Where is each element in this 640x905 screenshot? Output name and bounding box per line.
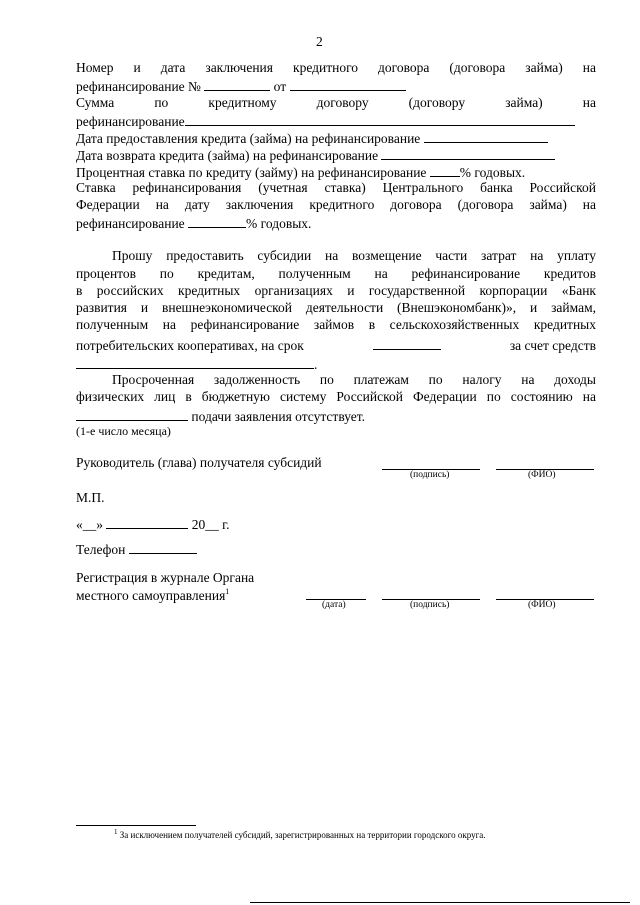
registration-line2 — [76, 587, 229, 604]
loan-amount-blank — [185, 112, 575, 126]
interest-rate-suffix: % годовых. — [459, 165, 526, 180]
request-line4: развития и внешнеэкономической деятельности (Внешэкономбанк)», и займам, — [76, 300, 596, 315]
issue-date-blank — [424, 129, 548, 143]
request-line2: процентов по кредитам, полученным на рефинансирование кредитов — [76, 266, 596, 281]
contract-number-field-line — [76, 77, 596, 95]
sign-date-line — [76, 515, 230, 533]
overdue-line2: физических лиц в бюджетную систему Российской Федерации по состоянию на — [76, 389, 596, 404]
registration-sign-caption: (подпись) — [410, 600, 450, 610]
interest-rate-label: Процентная ставка по кредиту (займу) на рефинансирование — [76, 165, 427, 180]
interest-rate-line — [76, 163, 596, 181]
contract-number-label: рефинансирование № — [76, 79, 201, 94]
return-date-label: Дата возврата кредита (займа) на рефинансирование — [76, 148, 379, 163]
sign-day: «__» — [76, 517, 103, 532]
return-date-line — [76, 146, 596, 164]
request-line7 — [76, 355, 596, 373]
issue-date-label: Дата предоставления кредита (займа) на рефинансирование — [76, 131, 421, 146]
overdue-line1: Просроченная задолженность по платежам по налогу на доходы — [112, 372, 596, 387]
cb-rate-suffix: % годовых. — [246, 216, 312, 231]
head-fio-caption: (ФИО) — [528, 470, 556, 480]
issue-date-line — [76, 129, 596, 147]
request-source-blank — [76, 355, 314, 369]
request-source-label: за счет средств — [509, 338, 596, 353]
cb-rate-blank — [188, 214, 246, 228]
head-sign-caption: (подпись) — [410, 470, 450, 480]
request-end-dot: . — [314, 357, 318, 372]
footnote-text: За исключением получателей субсидий, зарегистрированных на территории городского округа. — [119, 830, 486, 840]
loan-amount-label: рефинансирование — [76, 114, 185, 129]
stamp-label: М.П. — [76, 490, 105, 505]
footnote-mark: 1 — [114, 828, 118, 836]
contract-date-label: от — [273, 79, 287, 94]
month-note: (1-е число месяца) — [76, 424, 171, 438]
bottom-scan-line — [250, 902, 630, 903]
request-line1: Прошу предоставить субсидии на возмещение части затрат на уплату — [112, 248, 596, 263]
head-label: Руководитель (глава) получателя субсидий — [76, 455, 322, 470]
registration-label: местного самоуправления — [76, 588, 226, 603]
loan-amount-field-line — [76, 112, 596, 130]
registration-date-caption: (дата) — [322, 600, 346, 610]
overdue-date-blank — [76, 407, 188, 421]
request-term-blank — [373, 336, 441, 350]
request-line3: в российских кредитных организациях и государственной корпорации «Банк — [76, 283, 596, 298]
footnote-separator — [76, 825, 196, 826]
page-number: 2 — [316, 34, 323, 49]
registration-footnote-mark: 1 — [225, 587, 230, 596]
phone-blank — [129, 540, 197, 554]
cb-rate-line1: Ставка рефинансирования (учетная ставка) Центрального банка Российской — [76, 180, 596, 195]
phone-line — [76, 540, 197, 558]
overdue-line3 — [76, 407, 596, 425]
sign-year-suffix: __ г. — [205, 517, 230, 532]
phone-label: Телефон — [76, 542, 126, 557]
request-term-label: потребительских кооперативах, на срок — [76, 338, 304, 353]
cb-rate-line3 — [76, 214, 596, 232]
loan-amount-line: Сумма по кредитному договору (договору займа) на — [76, 95, 596, 110]
footnote — [114, 828, 486, 840]
contract-number-blank — [204, 77, 270, 91]
overdue-absent-text: подачи заявления отсутствует. — [191, 409, 366, 424]
contract-date-blank — [290, 77, 406, 91]
sign-year-prefix: 20 — [191, 517, 206, 532]
return-date-blank — [381, 146, 555, 160]
registration-fio-caption: (ФИО) — [528, 600, 556, 610]
sign-month-blank — [106, 515, 188, 529]
registration-line1: Регистрация в журнале Органа — [76, 570, 255, 585]
cb-rate-line2: Федерации на дату заключения кредитного договора (договора займа) на — [76, 197, 596, 212]
contract-number-line: Номер и дата заключения кредитного договора (договора займа) на — [76, 60, 596, 75]
interest-rate-blank — [430, 163, 460, 177]
request-line5: полученным на рефинансирование займов в сельскохозяйственных кредитных — [76, 317, 596, 332]
request-line6 — [76, 336, 596, 354]
cb-rate-label: рефинансирование — [76, 216, 185, 231]
